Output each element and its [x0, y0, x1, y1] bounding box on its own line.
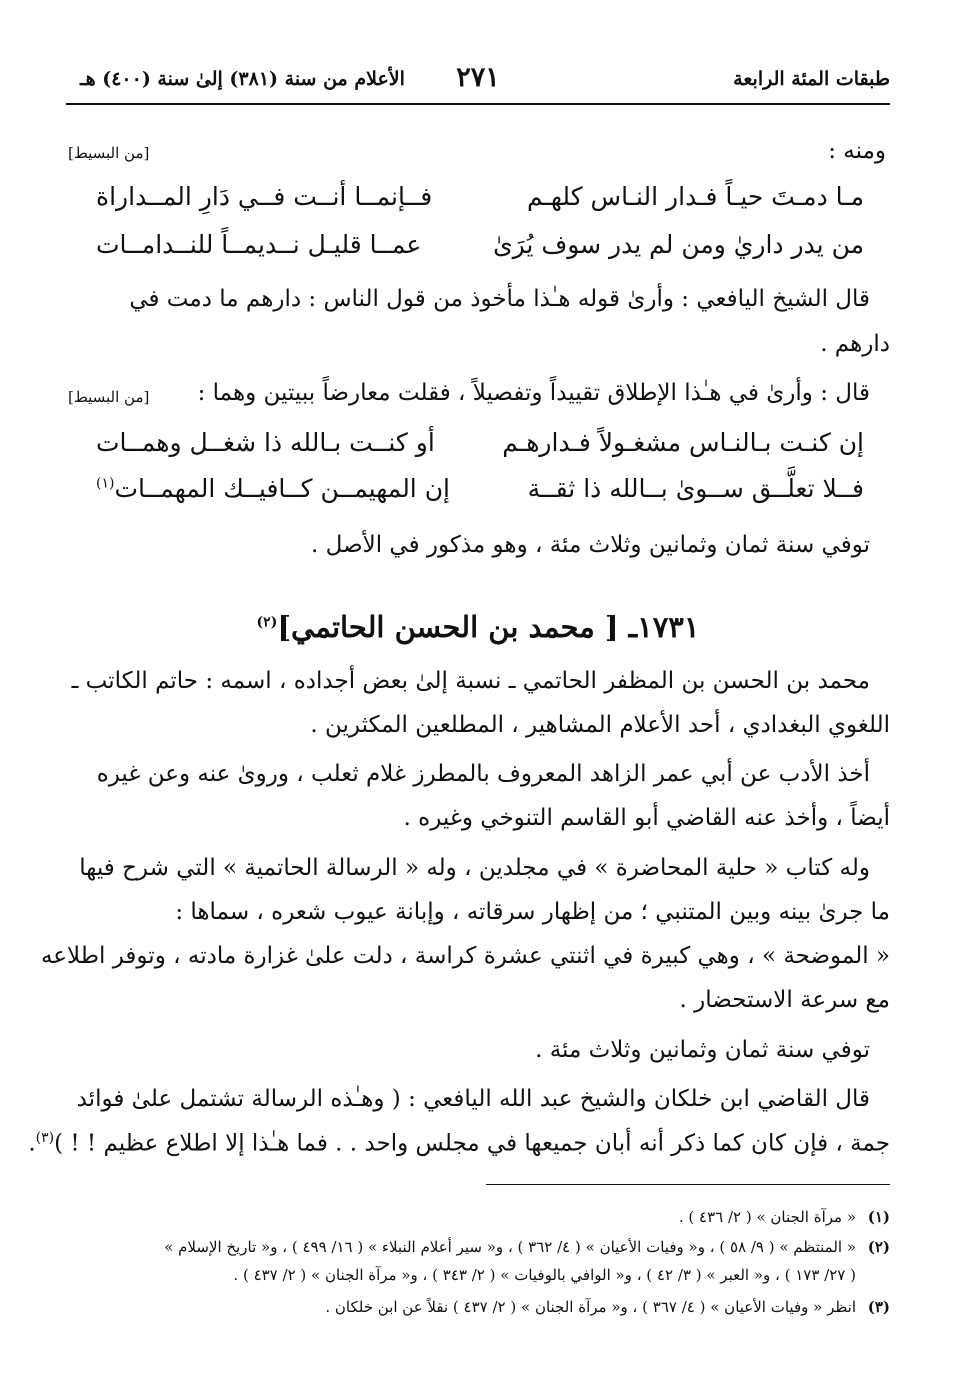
footnote-ref-3: (٣) — [35, 1130, 55, 1146]
paragraph-line: « الموضحة » ، وهي كبيرة في اثنتي عشرة كراسة ، دلت علىٰ غزارة مادته ، وتوفر اطلاعه — [40, 943, 890, 969]
paragraph-line: قال : وأرىٰ في هـٰذا الإطلاق تقييداً وتفصيلاً ، فقلت معارضاً ببيتين وهما : — [197, 380, 870, 406]
footnote-text: « المنتظم » ( ٩/ ٥٨ ) ، و« وفيات الأعيان » ( ٤/ ٣٦٢ ) ، و« سير أعلام النبلاء » ( ١٦/ ٤٩٩ ) ، و« تاريخ الإسلام » — [164, 1238, 856, 1256]
meter-label: [من البسيط] — [68, 388, 150, 406]
header-rule — [66, 103, 890, 105]
verse-3-right: إن كنـت بـالنـاس مشغـولاً فـدارهـم — [502, 428, 864, 457]
running-header-period: الأعلام من سنة (٣٨١) إلىٰ سنة (٤٠٠) هـ — [80, 68, 405, 90]
footnote-text: « مرآة الجنان » ( ٢/ ٤٣٦ ) . — [678, 1208, 856, 1226]
verse-4-left — [96, 474, 450, 503]
footnote — [66, 1298, 890, 1316]
paragraph-line: اللغوي البغدادي ، أحد الأعلام المشاهير ، المطلعين المكثرين . — [310, 712, 890, 738]
verse-1-left: فــإنمــا أنــت فــي دَارِ المــداراة — [96, 182, 433, 211]
paragraph-line: قال القاضي ابن خلكان والشيخ عبد الله اليافعي : ( وهـٰذه الرسالة تشتمل علىٰ فوائد — [76, 1086, 870, 1112]
death-note: توفي سنة ثمان وثمانين وثلاث مئة . — [535, 1037, 870, 1063]
page-number: ٢٧١ — [456, 62, 500, 93]
paragraph-end: . — [28, 1130, 36, 1157]
verse-2-left: عمــا قليـل نــديمــاً للنــدامــات — [96, 230, 422, 259]
running-header-section: طبقات المئة الرابعة — [733, 68, 890, 90]
paragraph-line: وله كتاب « حلية المحاضرة » في مجلدين ، وله « الرسالة الحاتمية » التي شرح فيها — [79, 855, 870, 881]
footnote-text: انظر « وفيات الأعيان » ( ٤/ ٣٦٧ ) ، و« مرآة الجنان » ( ٢/ ٤٣٧ ) نقلاً عن ابن خلكان . — [325, 1298, 856, 1316]
verse-4-left-text: إن المهيمــن كــافيــك المهمــات — [114, 474, 451, 503]
verse-4-right: فــلا تعلَّــق ســوىٰ بــالله ذا ثقــة — [527, 474, 864, 503]
paragraph-line: أخذ الأدب عن أبي عمر الزاهد المعروف بالمطرز غلام ثعلب ، ورویٰ عنه وعن غيره — [96, 761, 870, 787]
verse-1-right: مـا دمـتَ حيـاً فـدار النـاس كلهـم — [526, 182, 864, 211]
paragraph-line: محمد بن الحسن بن المظفر الحاتمي ـ نسبة إلىٰ بعض أجداده ، اسمه : حاتم الكاتب ـ — [71, 668, 870, 694]
paragraph-line: أيضاً ، وأخذ عنه القاضي أبو القاسم التنوخي وغيره . — [403, 805, 890, 831]
footnote-number: (٢) — [867, 1238, 890, 1256]
footnote-number: (٣) — [867, 1298, 890, 1316]
verse-3-left: أو كنــت بـالله ذا شغــل وهمــات — [96, 428, 435, 457]
minhu-label: ومنه : — [828, 138, 886, 164]
paragraph-line: دارهم . — [820, 331, 890, 357]
paragraph-line: قال الشيخ اليافعي : وأرىٰ قوله هـٰذا مأخوذ من قول الناس : دارهم ما دمت في — [129, 286, 870, 312]
paragraph-line — [28, 1130, 890, 1157]
meter-label: [من البسيط] — [68, 144, 150, 162]
footnote-ref-1: (١) — [96, 475, 115, 492]
footnote-number: (١) — [867, 1208, 890, 1226]
paragraph-line: مع سرعة الاستحضار . — [679, 987, 890, 1013]
entry-title-text: ١٧٣١ـ [ محمد بن الحسن الحاتمي] — [277, 610, 700, 644]
footnote-ref-2: (٢) — [256, 614, 278, 631]
paragraph-line: ما جرىٰ بينه وبين المتنبي ؛ من إظهار سرقاته ، وإبانة عيوب شعره ، سماها : — [175, 899, 890, 925]
entry-title — [0, 610, 956, 644]
footnote — [66, 1208, 890, 1226]
paragraph-text: جمة ، فإن كان كما ذكر أنه أبان جميعها في مجلس واحد . . فما هـٰذا إلا اطلاع عظيم ! ! ) — [54, 1130, 890, 1157]
footnote-continuation: ( ٢٧/ ١٧٣ ) ، و« العبر » ( ٣/ ٤٢ ) ، و« الوافي بالوفيات » ( ٢/ ٣٤٣ ) ، و« مرآة الجنان » ( ٢/ ٤٣٧ ) . — [233, 1266, 856, 1284]
death-note: توفي سنة ثمان وثمانين وثلاث مئة ، وهو مذكور في الأصل . — [311, 532, 870, 558]
footnote — [66, 1238, 890, 1256]
footnote-rule — [486, 1184, 890, 1185]
verse-2-right: من يدر داريٰ ومن لم يدر سوف يُرَىٰ — [493, 230, 864, 259]
